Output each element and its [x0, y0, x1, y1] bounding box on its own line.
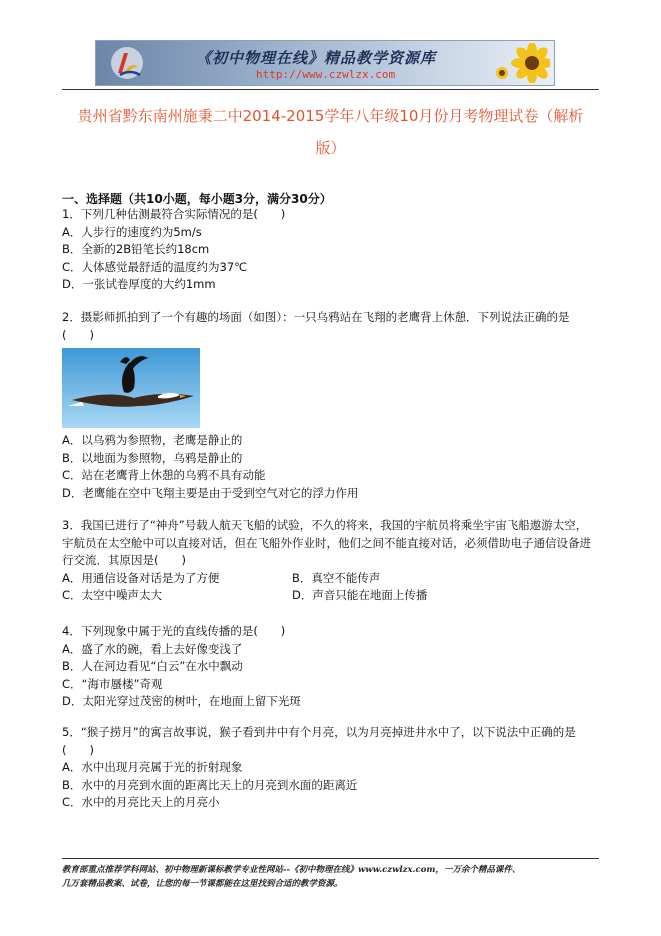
- option-a: A．用通信设备对话是为了方便: [62, 570, 220, 585]
- option-d: D．老鹰能在空中飞翔主要是由于受到空气对它的浮力作用: [62, 485, 359, 500]
- option-b: B．真空不能传声: [292, 570, 381, 585]
- question-4: [62, 623, 597, 711]
- option-c: C．站在老鹰背上休憩的乌鸦不具有动能: [62, 468, 266, 482]
- header-divider: [62, 89, 599, 90]
- question-stem: 3．我国已进行了“神舟”号载人航天飞船的试验，不久的将来，我国的宇航员将乘坐宇宙飞船遨游太空，宇航员在太空舱中可以直接对话，但在飞船外作业时，他们之间不能直接对话，必须借助电子通信设备进行交流．其原因是( ): [62, 518, 591, 567]
- option-c: C．“海市蜃楼”奇观: [62, 676, 163, 691]
- banner-url[interactable]: http://www.czwlzx.com: [256, 68, 396, 81]
- footer-line-1: 教育部重点推荐学科网站、初中物理新课标教学专业性网站--《初中物理在线》www.czwlzx.com，一万余个精品课件、: [62, 865, 521, 875]
- logo-icon: [110, 45, 144, 81]
- question-stem: 2．摄影师抓拍到了一个有趣的场面（如图）：一只乌鸦站在飞翔的老鹰背上休憩．下列说法正确的是( ): [62, 310, 570, 342]
- footer-divider: [62, 858, 599, 859]
- banner-title: 《初中物理在线》精品教学资源库: [196, 49, 437, 67]
- option-c: C．太空中噪声太大: [62, 588, 163, 602]
- option-b: B．水中的月亮到水面的距离比天上的月亮到水面的距离近: [62, 777, 358, 792]
- title-line-1: 贵州省黔东南州施秉二中2014-2015学年八年级10月份月考物理试卷（解析: [77, 107, 584, 125]
- option-a: A．以乌鸦为参照物，老鹰是静止的: [62, 433, 243, 447]
- sunflower-icon: [490, 43, 550, 83]
- option-b: B．人在河边看见“白云”在水中飘动: [62, 659, 243, 673]
- title-line-2: 版）: [315, 139, 346, 157]
- question-1: [62, 206, 597, 294]
- question-stem: 5．“猴子捞月”的寓言故事说，猴子看到井中有个月亮，以为月亮掉进井水中了，以下说法中正确的是( ): [62, 725, 576, 757]
- options-row-2: [62, 587, 597, 605]
- option-d: D．一张试卷厚度的大约1mm: [62, 277, 216, 291]
- option-d: D．声音只能在地面上传播: [292, 588, 428, 602]
- question-stem: 4．下列现象中属于光的直线传播的是( ): [62, 624, 286, 638]
- question-5: [62, 724, 597, 812]
- option-a: A．水中出现月亮属于光的折射现象: [62, 760, 243, 774]
- option-a: A．盛了水的碗，看上去好像变浅了: [62, 641, 243, 656]
- question-2: [62, 309, 597, 502]
- question-stem: 1．下列几种估测最符合实际情况的是( ): [62, 207, 286, 221]
- option-d: D．太阳光穿过茂密的树叶，在地面上留下光斑: [62, 694, 301, 708]
- footer-line-2: 几万套精品教案、试卷，让您的每一节课都能在这里找到合适的教学资源。: [62, 879, 343, 889]
- options-row-1: [62, 570, 597, 588]
- option-b: B．以地面为参照物，乌鸦是静止的: [62, 450, 243, 465]
- eagle-crow-photo: [62, 348, 200, 428]
- section-heading: 一、选择题（共10小题，每小题3分，满分30分）: [62, 192, 332, 206]
- option-a: A．人步行的速度约为5m/s: [62, 224, 202, 239]
- option-b: B．全新的2B铅笔长约18cm: [62, 242, 210, 256]
- option-c: C．水中的月亮比天上的月亮小: [62, 795, 220, 809]
- option-c: C．人体感觉最舒适的温度约为37℃: [62, 259, 248, 274]
- question-3: [62, 517, 597, 605]
- page-footer: [62, 863, 602, 891]
- header-banner: [95, 40, 555, 86]
- document-title: [62, 100, 599, 164]
